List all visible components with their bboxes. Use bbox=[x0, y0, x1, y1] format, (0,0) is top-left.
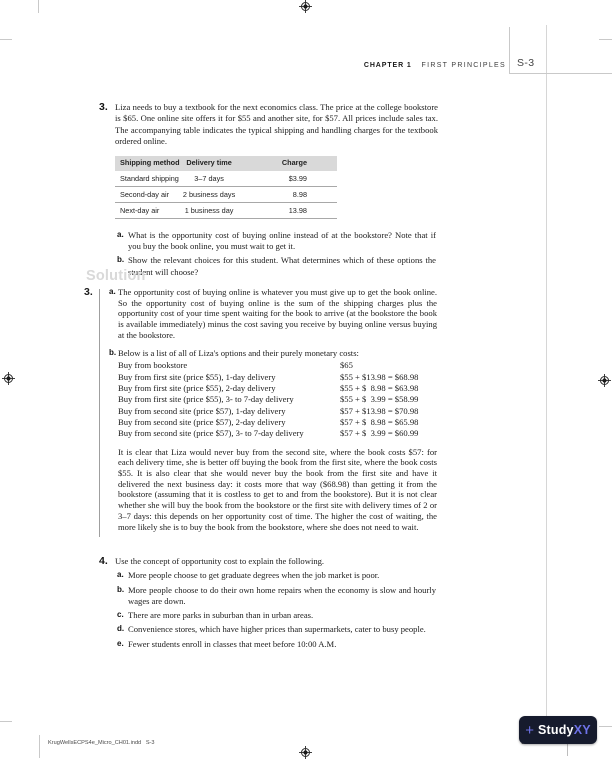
option-text: Buy from first site (price $55), 2-day delivery bbox=[118, 382, 276, 393]
registration-mark-left-middle-icon bbox=[2, 372, 15, 385]
table-row bbox=[115, 202, 337, 218]
part-label: c. bbox=[117, 610, 124, 620]
crop-mark-left-top-horizontal bbox=[0, 39, 12, 40]
cell-shipping-method: Standard shipping bbox=[115, 171, 180, 187]
running-head bbox=[99, 62, 506, 69]
problem-3 bbox=[99, 102, 438, 278]
cell-charge: 13.98 bbox=[238, 202, 337, 218]
cell-shipping-method: Second-day air bbox=[115, 186, 180, 202]
option-cost: $57 + $ 3.99 = $60.99 bbox=[340, 428, 419, 439]
option-cost: $65 bbox=[340, 360, 353, 371]
option-text: Buy from second site (price $57), 1-day delivery bbox=[118, 405, 286, 416]
part-text: More people choose to do their own home repairs when the economy is slow and hourly wages are down. bbox=[128, 584, 436, 606]
trim-line-right-vertical bbox=[546, 25, 547, 735]
part-label: b. bbox=[117, 584, 125, 594]
option-cost: $57 + $13.98 = $70.98 bbox=[340, 405, 419, 416]
plus-icon: + bbox=[525, 721, 534, 739]
cell-delivery-time: 2 business days bbox=[180, 186, 238, 202]
table-header-delivery-time: Delivery time bbox=[180, 156, 238, 171]
registration-mark-bottom-center-icon bbox=[299, 746, 312, 759]
footer-filename: KrugWellsECPS4e_Micro_CH01.indd S-3 bbox=[48, 740, 155, 746]
part-text: More people choose to get graduate degrees when the job market is poor. bbox=[128, 570, 380, 581]
header-corner-vertical-line bbox=[509, 27, 510, 73]
table-header-row bbox=[115, 156, 337, 171]
table-row bbox=[115, 171, 337, 187]
problem-4-part-e bbox=[117, 639, 438, 650]
part-label: a. bbox=[117, 229, 124, 239]
crop-mark-right-top-horizontal bbox=[599, 39, 612, 40]
solution-part-b-analysis: It is clear that Liza would never buy from the second site, where the book costs $57: for each delivery time, she is better off buying the book from the first site, where the book costs $55. It is also clear that she would never buy the book from the first site and have it delivered the next business day: it costs more that way ($68.98) than getting it from the bookstore (assuming that it is costless to get to and from the bookstore). But it is not clear whether she will buy the book from the bookstore or the first site with delivery times of 2 or 3–7 days: this depends on her opportunity cost of time. The higher the cost of waiting, the more likely she is to buy the book from the bookstore, where she does not need to wait. bbox=[118, 446, 437, 532]
option-row bbox=[118, 394, 448, 405]
crop-mark-top-left-vertical bbox=[38, 0, 39, 13]
table-header-shipping-method: Shipping method bbox=[115, 156, 180, 171]
cell-charge: $3.99 bbox=[238, 171, 337, 187]
option-row bbox=[118, 372, 448, 383]
problem-3-part-a bbox=[117, 230, 438, 253]
solution-left-rule bbox=[99, 289, 100, 537]
part-label: a. bbox=[109, 287, 116, 296]
option-row bbox=[118, 383, 448, 394]
cell-delivery-time: 1 business day bbox=[180, 202, 238, 218]
solution-3-part-a bbox=[109, 287, 438, 341]
part-label: b. bbox=[117, 255, 125, 265]
solution-3 bbox=[84, 270, 438, 532]
problem-4-part-d bbox=[117, 624, 438, 635]
option-cost: $55 + $ 8.98 = $63.98 bbox=[340, 382, 419, 393]
option-text: Buy from first site (price $55), 3- to 7-day delivery bbox=[118, 394, 294, 405]
part-label: b. bbox=[109, 347, 117, 357]
crop-mark-bottom-left-vertical bbox=[39, 735, 40, 758]
page-number: S-3 bbox=[517, 57, 535, 69]
cell-delivery-time: 3–7 days bbox=[180, 171, 238, 187]
option-text: Buy from bookstore bbox=[118, 360, 188, 371]
monetary-costs-list bbox=[118, 360, 448, 439]
problem-4-part-a bbox=[117, 570, 438, 581]
crop-mark-right-bottom-horizontal bbox=[599, 726, 612, 727]
option-cost: $55 + $ 3.99 = $58.99 bbox=[340, 394, 419, 405]
table-header-charge: Charge bbox=[238, 156, 337, 171]
option-text: Buy from first site (price $55), 1-day delivery bbox=[118, 371, 276, 382]
registration-mark-top-center-icon bbox=[299, 0, 312, 13]
option-cost: $57 + $ 8.98 = $65.98 bbox=[340, 416, 419, 427]
problem-3-intro: Liza needs to buy a textbook for the next economics class. The price at the college bookstore is $65. One online site offers it for $55 and another site, for $57. All prices include sales tax. The accompanying table indicates the typical shipping and handling charges for the textbook ordered online. bbox=[115, 102, 438, 146]
cell-charge: 8.98 bbox=[238, 186, 337, 202]
part-label: e. bbox=[117, 638, 124, 648]
option-row bbox=[118, 428, 448, 439]
badge-xy-text: XY bbox=[573, 723, 591, 737]
part-label: d. bbox=[117, 624, 125, 634]
problem-4 bbox=[99, 556, 438, 650]
problem-4-intro: Use the concept of opportunity cost to explain the following. bbox=[115, 556, 325, 566]
option-cost: $55 + $13.98 = $68.98 bbox=[340, 371, 419, 382]
problem-3-number: 3. bbox=[99, 101, 108, 113]
option-row bbox=[118, 406, 448, 417]
part-text: Fewer students enroll in classes that meet before 10:00 A.M. bbox=[128, 638, 337, 649]
problem-4-number: 4. bbox=[99, 555, 108, 567]
problem-4-part-c bbox=[117, 610, 438, 621]
shipping-charges-table bbox=[115, 156, 337, 219]
part-text: There are more parks in suburban than in urban areas. bbox=[128, 610, 314, 621]
table-row bbox=[115, 186, 337, 202]
part-text: What is the opportunity cost of buying online instead of at the bookstore? Note that if you buy the book online, you must wait to get it. bbox=[128, 229, 436, 251]
registration-mark-right-middle-icon bbox=[598, 374, 611, 387]
studyxy-badge[interactable] bbox=[519, 716, 597, 744]
option-row bbox=[118, 417, 448, 428]
solution-watermark: Solution bbox=[86, 268, 146, 284]
cell-shipping-method: Next-day air bbox=[115, 202, 180, 218]
header-corner-horizontal-line bbox=[509, 73, 612, 74]
part-text: Convenience stores, which have higher prices than supermarkets, cater to busy people. bbox=[128, 624, 426, 635]
solution-3-part-b bbox=[109, 348, 438, 533]
crop-mark-left-bottom-horizontal bbox=[0, 721, 12, 722]
badge-study-text: Study bbox=[537, 723, 574, 737]
solution-3-number: 3. bbox=[84, 286, 93, 298]
solution-part-b-intro: Below is a list of all of Liza's options and their purely monetary costs: bbox=[118, 347, 359, 358]
option-row bbox=[118, 360, 448, 371]
option-text: Buy from second site (price $57), 2-day delivery bbox=[118, 416, 286, 427]
chapter-label: CHAPTER 1 bbox=[363, 62, 412, 69]
part-text: Show the relevant choices for this student. What determines which of these options the student will choose? bbox=[128, 255, 436, 277]
solution-part-a-text: The opportunity cost of buying online is whatever you must give up to get the book online. So the opportunity cost of buying online is the sum of the shipping charges plus the opportunity cost of your time spent waiting for the book to arrive (at the bookstore the book is available immediately) minus the cost saving you receive by buying online versus buying at the bookstore. bbox=[118, 287, 437, 340]
option-text: Buy from second site (price $57), 3- to 7-day delivery bbox=[118, 428, 304, 439]
chapter-title: FIRST PRINCIPLES bbox=[421, 62, 506, 69]
problem-4-part-b bbox=[117, 585, 438, 608]
part-label: a. bbox=[117, 570, 124, 580]
